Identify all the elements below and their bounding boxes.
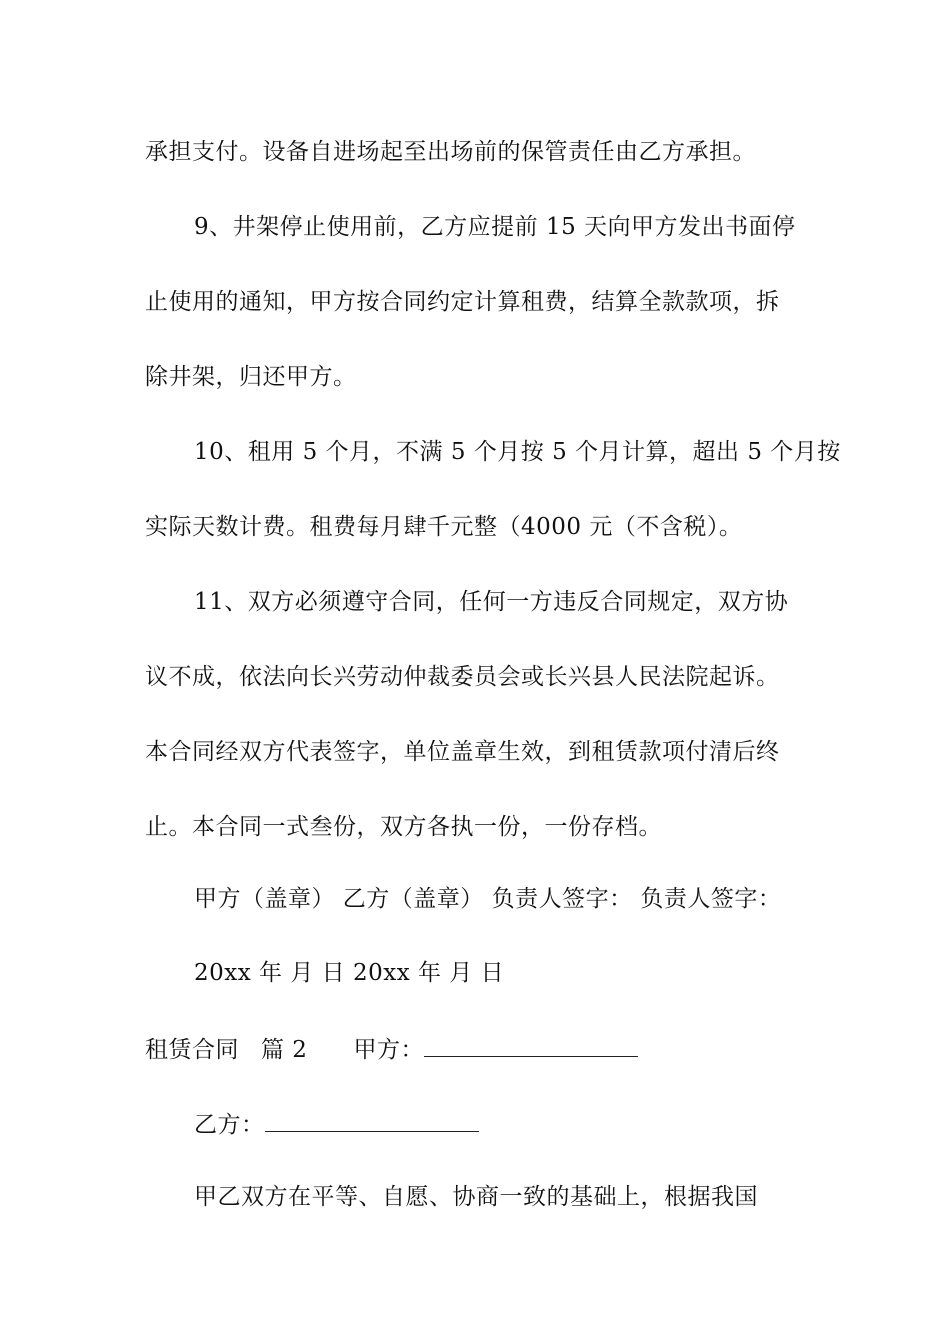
party-a-blank	[424, 1034, 638, 1057]
paragraph-line: 9、井架停止使用前，乙方应提前 15 天向甲方发出书面停	[194, 214, 796, 240]
paragraph-line: 11、双方必须遵守合同，任何一方违反合同规定，双方协	[194, 589, 789, 615]
paragraph-line: 实际天数计费。租费每月肆千元整（4000 元（不含税）。	[145, 514, 743, 540]
party-b-label: 乙方：	[194, 1112, 265, 1138]
party-b-blank	[265, 1109, 479, 1132]
date-line: 20xx 年 月 日 20xx 年 月 日	[194, 960, 505, 986]
paragraph-line: 议不成，依法向长兴劳动仲裁委员会或长兴县人民法院起诉。	[145, 664, 780, 690]
paragraph-line: 10、租用 5 个月，不满 5 个月按 5 个月计算，超出 5 个月按	[194, 439, 841, 465]
paragraph-line: 除井架，归还甲方。	[145, 364, 357, 390]
party-a-label: 甲方：	[353, 1037, 424, 1063]
signature-line: 甲方（盖章） 乙方（盖章） 负责人签字： 负责人签字：	[194, 886, 782, 912]
paragraph-line: 止使用的通知，甲方按合同约定计算租费，结算全款款项，拆	[145, 289, 780, 315]
contract-section: 篇 2	[261, 1037, 308, 1063]
contract-heading	[145, 1034, 638, 1065]
paragraph-line: 止。本合同一式叁份，双方各执一份，一份存档。	[145, 814, 662, 840]
paragraph-line: 承担支付。设备自进场起至出场前的保管责任由乙方承担。	[145, 139, 756, 165]
contract-title: 租赁合同	[145, 1037, 239, 1063]
paragraph-line: 甲乙双方在平等、自愿、协商一致的基础上，根据我国	[194, 1184, 758, 1210]
paragraph-line: 本合同经双方代表签字，单位盖章生效，到租赁款项付清后终	[145, 739, 780, 765]
party-b-row	[194, 1109, 479, 1140]
